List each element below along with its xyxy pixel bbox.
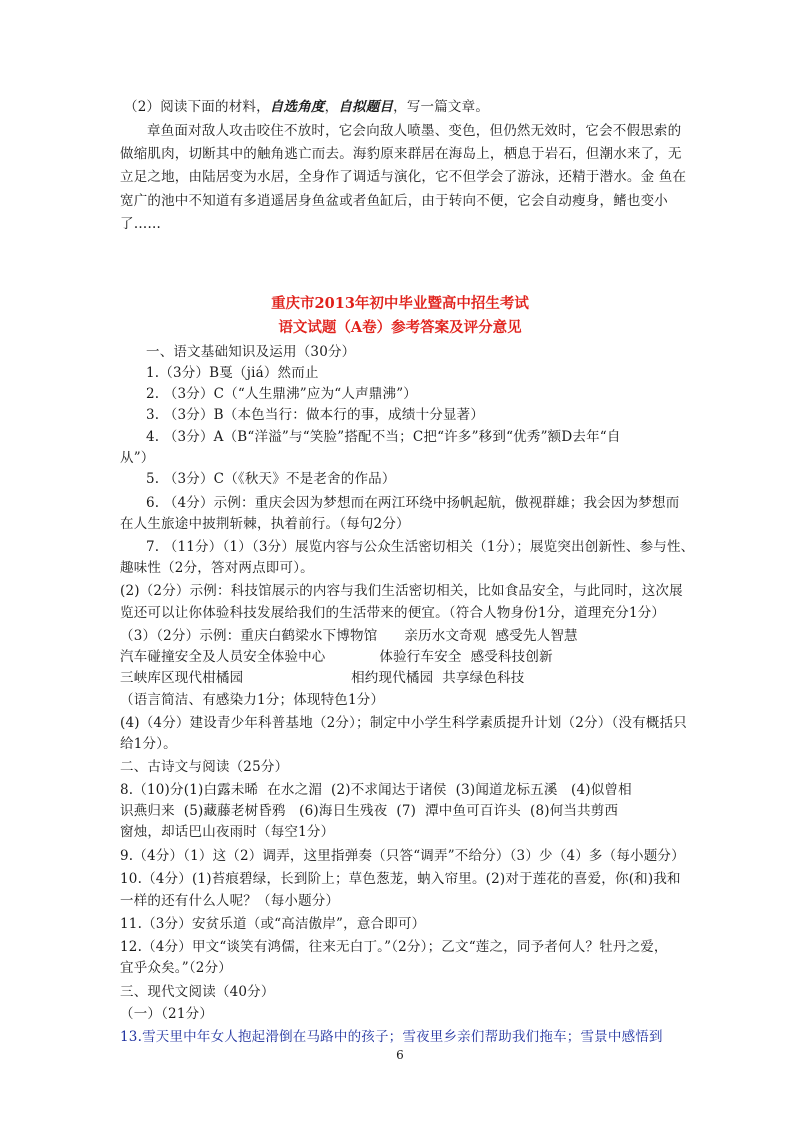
answer-line: 2. （3分）C（“人生鼎沸”应为“人声鼎沸”） — [146, 386, 417, 402]
material-line: 章鱼面对敌人攻击咬住不放时，它会向敌人喷墨、变色，但仍然无效时，它会不假思索的 — [147, 123, 682, 139]
answer-line: 5. （3分）C（《秋天》不是老舍的作品） — [146, 471, 396, 487]
answer-line: 11.（3分）安贫乐道（或“高洁傲岸”，意合即可） — [120, 916, 426, 932]
answer-line: 6. （4分）示例：重庆会因为梦想而在两江环绕中扬帆起航，傲视群雄；我会因为梦想而 — [146, 495, 680, 511]
material-line: 立足之地，由陆居变为水居，全身作了调适与演化，它不但学会了游泳，还精于潜水。金 鱼在 — [120, 169, 687, 185]
answer-line: 汽车碰撞安全及人员安全体验中心 体验行车安全 感受科技创新 — [120, 649, 553, 665]
answer-line: 三峡库区现代柑橘园 相约现代橘园 共享绿色科技 — [120, 670, 525, 686]
material-line: 宽广的池中不知道有多逍遥居身鱼盆或者鱼缸后，由于转向不便，它会自动瘦身，鳍也变小 — [120, 193, 668, 209]
answer-line: 识燕归来 (5)藏藤老树昏鸦 (6)海日生残夜 (7) 潭中鱼可百许头 (8)何当共剪西 — [120, 803, 619, 819]
answer-line: 览还可以让你体验科技发展给我们的生活带来的便宜。（符合人物身份1分，道理充分1分） — [120, 605, 666, 621]
answer-line: 13.雪天里中年女人抱起滑倒在马路中的孩子；雪夜里乡亲们帮助我们拖车；雪景中感悟到 — [120, 1029, 663, 1045]
answer-line: （语言简洁、有感染力1分；体现特色1分） — [120, 692, 385, 708]
answer-line: 一、语文基础知识及运用（30分） — [146, 344, 356, 360]
prompt-emphasis: 自拟题目 — [338, 99, 394, 115]
essay-prompt — [124, 97, 489, 117]
answer-line: （3）（2分）示例：重庆白鹤梁水下博物馆 亲历水文奇观 感受先人智慧 — [120, 628, 578, 644]
answer-line: 给1分）。 — [120, 736, 177, 752]
section-heading: 二、古诗文与阅读（25分） — [120, 759, 289, 775]
answer-line: （一）（21分） — [120, 1006, 214, 1022]
answer-line: 9.（4分）（1）这（2）调弄，这里指弹奏（只答“调弄”不给分）（3）少（4）多（每小题分） — [120, 848, 685, 864]
answer-line: 从”） — [120, 450, 155, 466]
answer-line: (2)（2分）示例：科技馆展示的内容与我们生活密切相关，比如食品安全，与此同时，这次展 — [120, 583, 683, 599]
section-heading: 三、现代文阅读（40分） — [120, 984, 275, 1000]
answer-line: (4)（4分）建设青少年科普基地（2分）；制定中小学生科学素质提升计划（2分）（没有概括只 — [120, 715, 687, 731]
answer-subtitle: 语文试题（A卷）参考答案及评分意见 — [278, 319, 522, 336]
answer-line: 8.（10)分(1)白露未晞 在水之湄 (2)不求闻达于诸侯 (3)闻道龙标五溪 (4)似曾相 — [120, 782, 632, 798]
answer-line: 12.（4分）甲文“谈笑有鸿儒，往来无白丁。”（2分）；乙文“莲之，同予者何人？牡丹之爱， — [120, 939, 668, 955]
prompt-emphasis: 自选角度 — [269, 99, 325, 115]
answer-line: 宜乎众矣。”（2分） — [120, 960, 232, 976]
answer-line: 一样的还有什么人呢？（每小题分） — [120, 893, 340, 909]
material-line: 做缩肌肉，切断其中的触角逃亡而去。海豹原来群居在海岛上，栖息于岩石，但潮水来了，无 — [120, 146, 682, 162]
material-line: 了…… — [120, 216, 162, 232]
answer-line: 窗烛，却话巴山夜雨时（每空1分） — [120, 824, 335, 840]
prompt-text: ， — [324, 99, 339, 115]
answer-title: 重庆市2013年初中毕业暨高中招生考试 — [271, 295, 529, 312]
prompt-text: （2）阅读下面的材料， — [124, 99, 270, 115]
answer-line: 10.（4分）(1)苔痕碧绿，长到阶上；草色葱茏，蚋入帘里。(2)对于莲花的喜爱，你(和)我和 — [120, 871, 681, 887]
prompt-text: ，写一篇文章。 — [393, 99, 490, 115]
answer-line: 4. （3分）A（B“洋溢”与“笑脸”搭配不当；C把“许多”移到“优秀”额D去年“自 — [146, 429, 621, 445]
answer-line: 1.（3分）B戛（jiá）然而止 — [146, 365, 319, 381]
answer-line: 7. （11分）（1）（3分）展览内容与公众生活密切相关（1分）；展览突出创新性、参与性、 — [146, 539, 695, 555]
answer-line: 在人生旅途中披荆斩棘，执着前行。（每句2分） — [120, 516, 410, 532]
answer-line: 趣味性（2分，答对两点即可）。 — [120, 560, 314, 576]
answer-line: 3. （3分）B（本色当行：做本行的事，成绩十分显著） — [146, 407, 485, 423]
page-number: 6 — [396, 1048, 404, 1062]
